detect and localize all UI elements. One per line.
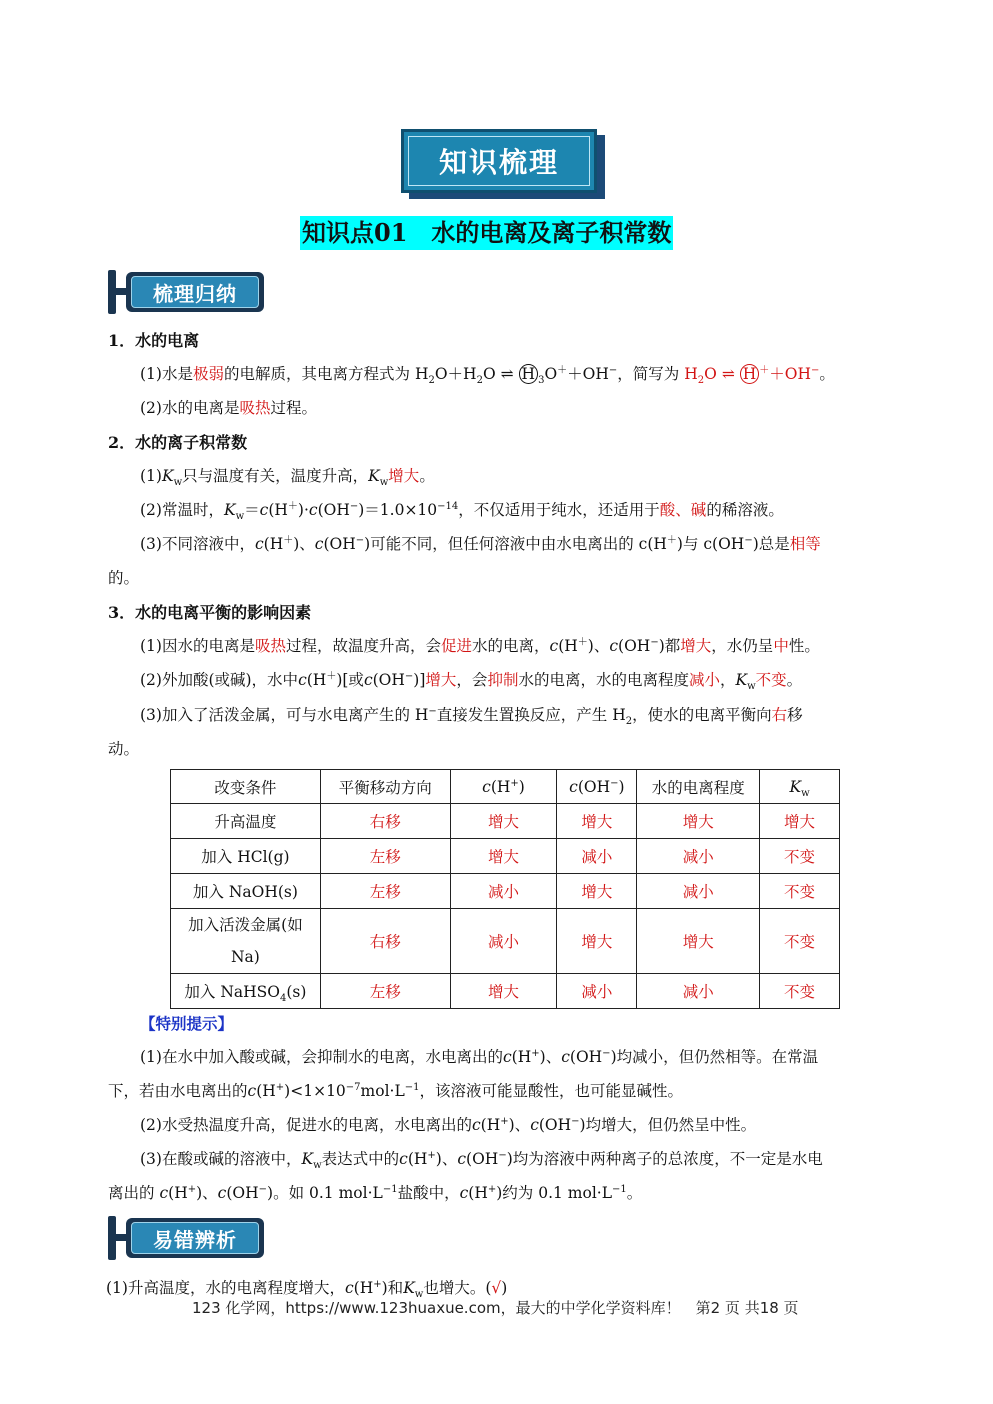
tip-para-1-cont: 下，若由水电离出的$c(H^+)<1\times 10^{-7}mol\cdot L^{-1}$，该溶液可能显酸性，也可能显碱性。 (108, 1081, 684, 1100)
heading-2: 2．水的离子积常数 (108, 433, 248, 452)
heading-3: 3．水的电离平衡的影响因素 (108, 603, 312, 622)
equilibrium-arrow-icon: ⇌ (500, 365, 514, 383)
tip-para-2: (2)水受热温度升高，促进水的电离，水电离出的c(H+)、c(OH−)均增大，但仍然呈中性。 (140, 1115, 757, 1134)
para-2-3-cont: 的。 (108, 569, 140, 587)
section-tag-summary: 梳理归纳 (108, 270, 264, 314)
table-row: 加入 NaHSO$_4$(s) 左移 增大 减小 减小 不变 (171, 974, 840, 1009)
para-2-3: (3)不同溶液中，c(H＋)、c(OH−)可能不同，但任何溶液中由水电离出的 c(H＋)与 c(OH−)总是相等 (140, 534, 821, 553)
heading-1: 1．水的电离 (108, 331, 200, 350)
para-1-2: (2)水的电离是吸热过程。 (140, 399, 317, 417)
para-1-1: (1)水是极弱的电解质，其电离方程式为 $H_2O+H_2O$ ⇌ H $_3$O＋＋OH−，简写为 $H_2O$ ⇌ H ＋＋OH−。 (140, 364, 835, 387)
tip-para-3: (3)在酸或碱的溶液中，$K_w$表达式中的c(H+)、c(OH−)均为溶液中两种离子的总浓度，不一定是水电 (140, 1149, 823, 1172)
para-3-1: (1)因水的电离是吸热过程，故温度升高，会促进水的电离，c(H＋)、c(OH−)都增大，水仍呈中性。 (140, 636, 820, 655)
tip-para-3-cont: 离出的 c(H+)、c(OH−)。如 0.1 $mol\cdot L^{-1}$盐酸中，c(H+)约为 0.1 $mol\cdot L^{-1}$。 (108, 1183, 643, 1202)
tip-para-1: (1)在水中加入酸或碱，会抑制水的电离，水电离出的c(H+)、c(OH−)均减小，但仍然相等。在常温 (140, 1047, 819, 1066)
table-row: 加入 HCl(g) 左移 增大 减小 减小 不变 (171, 839, 840, 874)
table-row: 加入活泼金属(如Na) 右移 减小 增大 增大 不变 (171, 909, 840, 974)
table-header-row: 改变条件 平衡移动方向 c(H+) c(OH−) 水的电离程度 $K_w$ (171, 770, 840, 804)
page-footer: 123 化学网，https://www.123huaxue.com，最大的中学化学资料库！ 第2 页 共18 页 (192, 1299, 799, 1317)
special-tip-label: 【特别提示】 (140, 1014, 234, 1033)
effects-table (170, 769, 840, 1009)
para-2-2: (2)常温时，$K_w=c(H^+)\cdot c(OH^-)=1.0\times 10^{-14}$，不仅适用于纯水，还适用于酸、碱的稀溶液。 (140, 500, 784, 523)
para-2-1: $(1)K_w$只与温度有关，温度升高，$K_w$增大。 (140, 467, 435, 489)
table-row: 加入 NaOH(s) 左移 减小 增大 减小 不变 (171, 874, 840, 909)
knowledge-point-title: 知识点01 水的电离及离子积常数 (300, 216, 673, 250)
para-3-3: (3)加入了活泼金属，可与水电离产生的 H−直接发生置换反应，产生 $H_2$，使水的电离平衡向右移 (140, 705, 803, 728)
banner-title: 知识梳理 (401, 129, 597, 193)
equilibrium-arrow-icon-2: ⇌ (721, 365, 735, 383)
para-3-2: (2)外加酸(或碱)，水中c(H＋)[或c(OH−)]增大，会抑制水的电离，水的电离程度减小，$K_w$不变。 (140, 670, 803, 693)
table-row: 升高温度 右移 增大 增大 增大 增大 (171, 804, 840, 839)
para-3-3-cont: 动。 (108, 740, 140, 758)
section-tag-errors: 易错辨析 (108, 1216, 264, 1260)
error-item-1: (1)升高温度，水的电离程度增大，c(H+)和$K_w$也增大。(√) (106, 1278, 508, 1301)
